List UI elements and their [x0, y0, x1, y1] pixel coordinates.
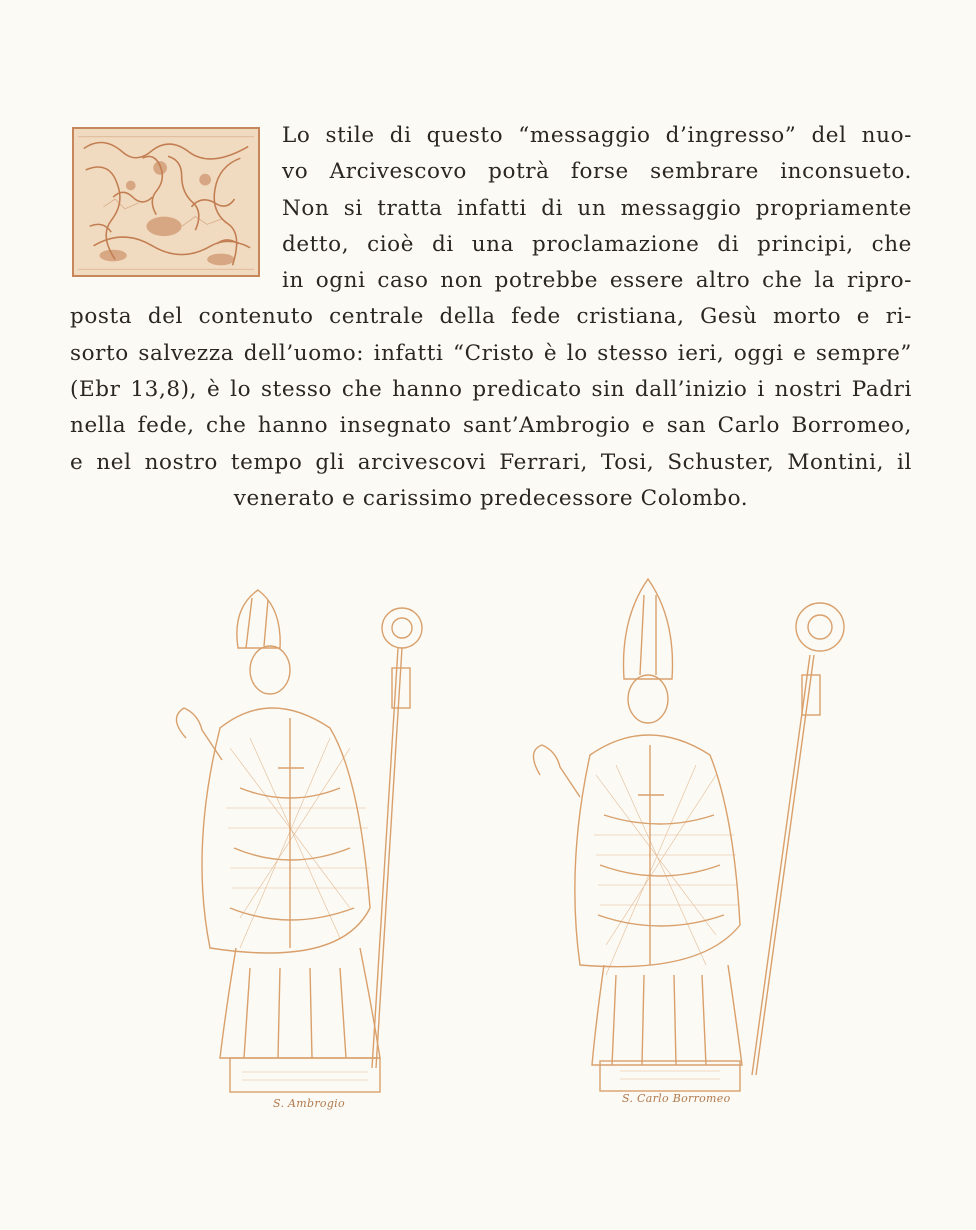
- text-line: posta del contenuto centrale della fede cristiana, Gesù morto e ri-: [70, 304, 912, 330]
- text-line: venerato e carissimo predecessore Colombo.: [233, 485, 749, 511]
- caption-left: S. Ambrogio: [273, 1097, 345, 1110]
- text-line: in ogni caso non potrebbe essere altro che la ripro-: [282, 268, 912, 294]
- body-text: [70, 118, 912, 517]
- text-line: e nel nostro tempo gli arcivescovi Ferrari, Tosi, Schuster, Montini, il: [70, 449, 912, 475]
- text-line: detto, cioè di una proclamazione di principi, che: [282, 231, 912, 257]
- text-line: Lo stile di questo “messaggio d’ingresso” del nuo-: [282, 123, 912, 148]
- text-line: nella fede, che hanno insegnato sant’Ambrogio e san Carlo Borromeo,: [70, 413, 912, 439]
- text-line: sorto salvezza dell’uomo: infatti “Cristo è lo stesso ieri, oggi e sempre”: [70, 340, 912, 366]
- text-line: Non si tratta infatti di un messaggio propriamente: [282, 195, 912, 221]
- text-line: (Ebr 13,8), è lo stesso che hanno predicato sin dall’inizio i nostri Padri: [70, 377, 912, 403]
- caption-right: S. Carlo Borromeo: [622, 1092, 731, 1105]
- bishop-engraving-icon: [520, 575, 860, 1105]
- text-line: vo Arcivescovo potrà forse sembrare inconsueto.: [282, 159, 912, 185]
- bishop-engraving-icon: [150, 588, 450, 1108]
